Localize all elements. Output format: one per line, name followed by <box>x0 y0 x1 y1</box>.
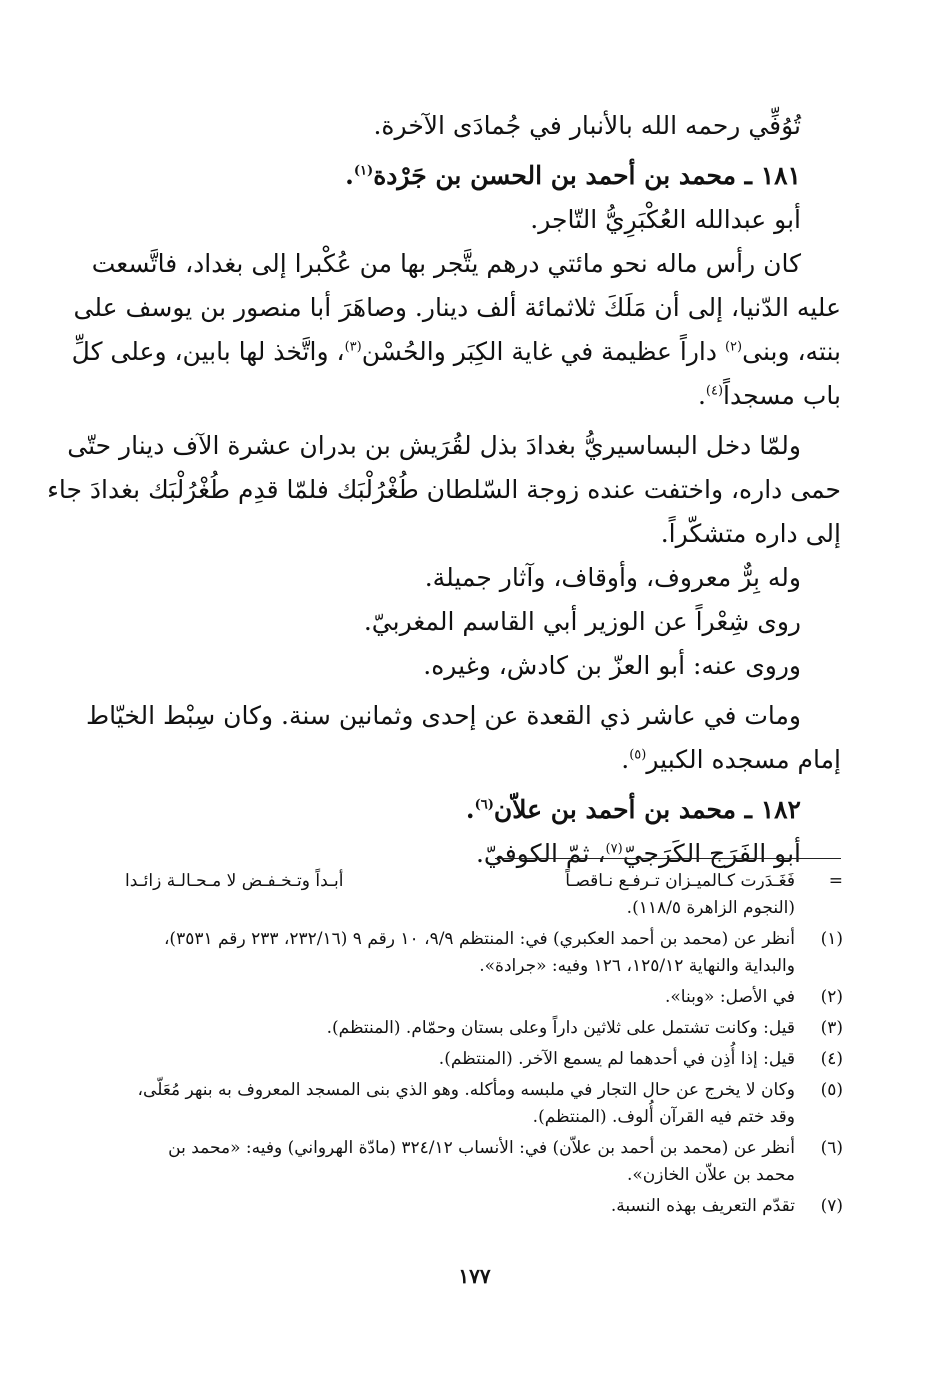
footnote-ref: (٤) <box>705 383 724 399</box>
paragraph-line: إلى داره متشكّراً. <box>660 519 841 548</box>
text-span: . <box>697 381 706 410</box>
footnotes <box>125 868 843 1224</box>
footnote-text: أنظر عن (محمد بن أحمد العكبري) في: المنتظم ٩/٩، ١٠ رقم ٩ (٢٣٢/١٦، ٢٣٣ رقم ٣٥٣١)، والبداية والنهاية ١٢٥/١٢، ١٢٦ وفيه: «جرادة». <box>163 929 795 976</box>
footnote-text: قيل: إذا أُذِن في أحدهما لم يسمع الآخر. (المنتظم). <box>438 1049 795 1069</box>
text-span: داراً عظيمة في غاية الكِبَر والحُسْن <box>361 337 725 366</box>
footnote-text: قيل: وكانت تشتمل على ثلاثين داراً وعلى بستان وحمّام. (المنتظم). <box>326 1018 795 1038</box>
text-span: ، واتَّخذ لها بابين، وعلى كلِّ <box>71 337 345 366</box>
paragraph-line: عليه الدّنيا، إلى أن مَلَكَ ثلاثمائة ألف دينار. وصاهَرَ أبا منصور بن يوسف على <box>73 293 841 322</box>
text-span: ، ثمّ الكوفيّ. <box>475 839 606 868</box>
footnote-number: (١) <box>820 929 843 949</box>
footnote-number: (٦) <box>820 1138 843 1158</box>
entry-title: ١٨٢ ـ محمد بن أحمد بن علاّن <box>493 795 801 824</box>
footnote-number: (٥) <box>820 1080 843 1100</box>
punctuation: . <box>345 161 354 190</box>
verse-source: (النجوم الزاهرة ١١٨/٥). <box>626 898 795 918</box>
footnote-item <box>125 1077 843 1131</box>
footnote-item <box>125 1193 843 1220</box>
footnote-ref: (٥) <box>629 747 647 763</box>
footnote-item <box>125 1046 843 1073</box>
footnote-separator <box>495 858 841 859</box>
text-span: باب مسجداً <box>723 381 841 410</box>
paragraph-line: كان رأس ماله نحو مائتي درهم يتَّجر بها من عُكْبرا إلى بغداد، فاتَّسعت <box>91 249 801 278</box>
text-span: بنته، وبنى <box>742 337 841 366</box>
entry-title: ١٨١ ـ محمد بن أحمد بن الحسن بن جَرْدة <box>373 161 801 190</box>
paragraph-line <box>123 374 841 418</box>
paragraph-line: ومات في عاشر ذي القعدة عن إحدى وثمانين سنة. وكان سِبْط الخيّاط <box>86 701 801 730</box>
paragraph-line: ولمّا دخل البساسيريُّ بغدادَ بذل لقُرَيش بن بدران عشرة الآف دينار حتّى <box>67 431 801 460</box>
footnote-text: في الأصل: «وبنا». <box>664 987 795 1007</box>
footnote-ref: (١) <box>353 163 374 179</box>
footnote-ref: (٣) <box>344 339 362 355</box>
text-line: وله بِرٌّ معروف، وأوقاف، وآثار جميلة. <box>424 563 801 592</box>
verse-line <box>125 868 795 895</box>
main-text <box>47 104 841 876</box>
footnote-text: وكان لا يخرج عن حال التجار في ملبسه ومأكله. وهو الذي بنى المسجد المعروف به بنهر مُعَلّى، وقد ختم فيه القرآن أُلوف. (المنتظم). <box>137 1080 795 1127</box>
text-span: إمام مسجده الكبير <box>646 745 841 774</box>
page-number: ١٧٧ <box>458 1264 491 1288</box>
footnote-item <box>125 926 843 980</box>
punctuation: . <box>465 795 475 824</box>
paragraph-line: حمى داره، واختفت عنده زوجة السّلطان طُغْرُلْبَك فلمّا قدِم طُغْرُلْبَك بغدادَ جاء <box>47 475 841 504</box>
footnote-item <box>125 1015 843 1042</box>
entry-182-heading <box>123 788 841 832</box>
footnote-ref: (٢) <box>724 339 743 355</box>
text-span: . <box>621 745 630 774</box>
text-span: أبو الفَرَج الكَرَجيّ <box>622 839 801 868</box>
footnote-text: أنظر عن (محمد بن أحمد بن علاّن) في: الأنساب ٣٢٤/١٢ (مادّة الهرواني) وفيه: «محمد بن محمد بن علاّن الخازن». <box>168 1138 795 1185</box>
entry-181-kunya: أبو عبدالله العُكْبَرِيُّ التّاجر. <box>530 205 801 234</box>
footnote-continuation <box>125 868 843 922</box>
footnote-ref: (٦) <box>474 797 494 813</box>
footnote-ref: (٧) <box>605 841 623 857</box>
verse-hemistich: فَغَـدَرت كـالميـزان تـرفـع نـاقصـاً <box>565 871 795 891</box>
footnote-number: (٧) <box>820 1196 843 1216</box>
text-line: تُوُفِّي رحمه الله بالأنبار في جُمادَى الآخرة. <box>373 111 801 140</box>
footnote-text: تقدّم التعريف بهذه النسبة. <box>610 1196 795 1216</box>
paragraph-line <box>123 738 841 782</box>
footnote-item <box>125 984 843 1011</box>
entry-181-heading <box>123 154 841 198</box>
text-line: روى شِعْراً عن الوزير أبي القاسم المغربيّ. <box>363 607 801 636</box>
continuation-marker: = <box>828 871 843 891</box>
footnote-item <box>125 1135 843 1189</box>
verse-hemistich: أبـداً وتـخـفـض لا مـحـالـة زائـدا <box>125 871 344 891</box>
footnote-number: (٤) <box>820 1049 843 1069</box>
text-line: وروى عنه: أبو العزّ بن كادش، وغيره. <box>423 651 801 680</box>
paragraph-line <box>71 330 841 374</box>
footnote-number: (٣) <box>820 1018 843 1038</box>
footnote-number: (٢) <box>820 987 843 1007</box>
